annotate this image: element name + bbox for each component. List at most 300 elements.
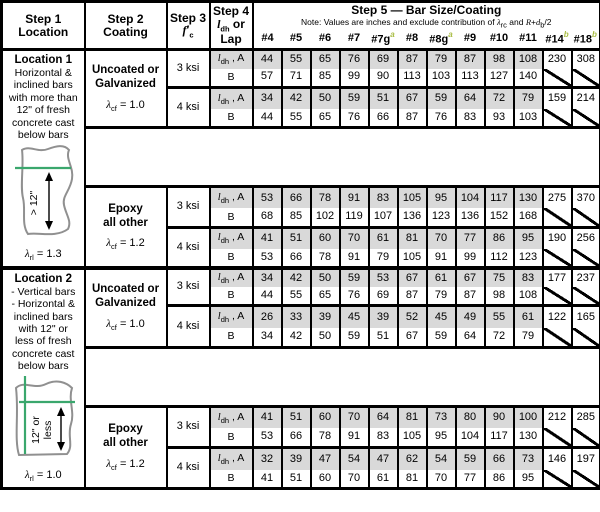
value-cell: 51 <box>369 88 398 109</box>
step2-coating-header <box>85 2 167 50</box>
value-cell: 76 <box>340 287 369 306</box>
value-cell: 70 <box>427 227 456 248</box>
value-cell: 67 <box>398 88 427 109</box>
value-cell: 60 <box>311 470 340 489</box>
location1-concrete-sketch <box>8 141 78 243</box>
value-cell: 165 <box>572 306 600 328</box>
value-cell: 59 <box>340 268 369 287</box>
value-cell <box>543 109 572 128</box>
row-label-a-text: , A <box>229 451 245 464</box>
footnote-marker: b <box>592 29 597 39</box>
value-cell: 54 <box>427 447 456 469</box>
value-cell: 51 <box>282 470 311 489</box>
value-cell: 168 <box>514 208 543 227</box>
location2-concrete-sketch <box>6 373 80 465</box>
bar-size-label: #7g <box>371 33 391 46</box>
footnote-marker: a <box>390 29 395 39</box>
note-and: and <box>506 16 526 27</box>
location-description-line: Horizontal & <box>14 67 72 80</box>
value-cell: 66 <box>282 187 311 208</box>
value-cell: 75 <box>485 268 514 287</box>
lambda-subscript: rl <box>29 253 34 263</box>
value-cell: 87 <box>398 287 427 306</box>
value-cell: 107 <box>369 208 398 227</box>
value-cell: 53 <box>253 428 282 447</box>
value-cell <box>572 249 600 268</box>
bar-size-column-header <box>572 30 600 50</box>
fc-cell: 3 ksi <box>167 268 210 306</box>
step3-line1: Step 3 <box>169 10 206 25</box>
footnote-marker: b <box>563 29 569 39</box>
value-cell: 66 <box>485 447 514 469</box>
value-cell: 93 <box>485 109 514 128</box>
factor-value: = 1.0 <box>33 469 62 482</box>
step5-header <box>253 2 600 30</box>
bar-size-label: #14 <box>545 33 564 46</box>
value-cell: 117 <box>485 428 514 447</box>
value-cell: 42 <box>282 268 311 287</box>
value-cell: 41 <box>253 227 282 248</box>
value-cell: 67 <box>456 268 485 287</box>
value-cell <box>572 109 600 128</box>
value-cell: 59 <box>427 328 456 347</box>
row-label-ldh-a <box>210 406 253 428</box>
value-cell: 51 <box>282 406 311 428</box>
value-cell: 70 <box>340 470 369 489</box>
value-cell <box>543 69 572 88</box>
dimension-label-line1: 12" or <box>30 415 43 444</box>
value-cell: 45 <box>427 306 456 328</box>
coating-line: Epoxy <box>108 423 143 436</box>
ldh-sub: dh <box>220 456 230 466</box>
value-cell: 81 <box>398 406 427 428</box>
value-cell: 79 <box>427 287 456 306</box>
ldh-sub: dh <box>220 276 230 286</box>
lambda-symbol: λ <box>106 318 112 331</box>
ldh-l: l <box>217 271 221 283</box>
fc-symbol <box>168 24 209 39</box>
fc-cell: 4 ksi <box>167 447 210 488</box>
value-cell: 54 <box>340 447 369 469</box>
row-label-b: B <box>210 249 253 268</box>
value-cell: 256 <box>572 227 600 248</box>
value-cell: 95 <box>514 470 543 489</box>
value-cell: 70 <box>340 227 369 248</box>
value-cell <box>543 249 572 268</box>
value-cell: 49 <box>456 306 485 328</box>
value-cell: 85 <box>311 69 340 88</box>
row-label-a-text: , A <box>229 270 245 283</box>
location-factor-value <box>24 247 62 263</box>
value-cell: 103 <box>514 109 543 128</box>
value-cell: 65 <box>311 287 340 306</box>
value-cell: 190 <box>543 227 572 248</box>
value-cell: 146 <box>543 447 572 469</box>
value-cell: 73 <box>514 447 543 469</box>
row-label-a-text: , A <box>229 310 245 323</box>
value-cell: 51 <box>369 328 398 347</box>
value-cell: 95 <box>427 187 456 208</box>
bar-size-label: #9 <box>463 31 477 44</box>
row-label-ldh-a <box>210 50 253 69</box>
row-label-b: B <box>210 208 253 227</box>
value-cell: 33 <box>282 306 311 328</box>
value-cell <box>572 470 600 489</box>
coating-factor-value <box>106 318 145 333</box>
bar-size-label: #4 <box>261 31 274 44</box>
value-cell: 123 <box>514 249 543 268</box>
value-cell: 91 <box>340 187 369 208</box>
value-cell: 69 <box>369 287 398 306</box>
value-cell: 122 <box>543 306 572 328</box>
value-cell: 45 <box>340 306 369 328</box>
value-cell: 34 <box>253 268 282 287</box>
lambda-symbol: λ <box>106 99 112 111</box>
fc-cell: 4 ksi <box>167 227 210 267</box>
value-cell: 83 <box>514 268 543 287</box>
value-cell: 67 <box>398 328 427 347</box>
coating-line: all other <box>103 216 148 229</box>
dimension-label: > 12" <box>28 191 41 216</box>
value-cell: 53 <box>253 187 282 208</box>
lambda-symbol: λ <box>24 469 30 482</box>
bar-size-column-header <box>427 30 456 50</box>
row-label-a-text: , A <box>229 91 245 104</box>
value-cell: 66 <box>369 109 398 128</box>
factor-value: = 1.0 <box>116 318 145 331</box>
value-cell <box>572 208 600 227</box>
location-description-line: concrete cast <box>12 116 75 129</box>
ldh-l: l <box>217 311 221 323</box>
fc-cell: 3 ksi <box>167 187 210 227</box>
coating-line: all other <box>103 436 148 449</box>
value-cell: 65 <box>311 50 340 69</box>
value-cell: 79 <box>427 50 456 69</box>
row-label-a-text: , A <box>229 231 245 244</box>
value-cell: 59 <box>427 88 456 109</box>
value-cell: 39 <box>369 306 398 328</box>
value-cell: 50 <box>311 88 340 109</box>
value-cell: 123 <box>427 208 456 227</box>
note-R: R <box>525 16 532 27</box>
value-cell: 90 <box>485 406 514 428</box>
value-cell: 79 <box>514 328 543 347</box>
value-cell: 80 <box>456 406 485 428</box>
ldh-l: l <box>217 191 221 203</box>
lambda-subscript: cf <box>111 242 117 252</box>
ldh-sub: dh <box>220 57 230 67</box>
value-cell: 275 <box>543 187 572 208</box>
row-label-ldh-a <box>210 447 253 469</box>
sketch-container <box>6 373 80 469</box>
value-cell: 159 <box>543 88 572 109</box>
bar-size-label: #5 <box>289 31 303 44</box>
ldh-sub: dh <box>220 96 230 106</box>
coating-line: Uncoated or <box>91 283 160 296</box>
step1-line2: Location <box>18 24 69 39</box>
value-cell: 98 <box>485 287 514 306</box>
value-cell: 197 <box>572 447 600 469</box>
value-cell: 61 <box>369 227 398 248</box>
coating-factor <box>86 100 166 113</box>
coating-line: Uncoated or <box>91 64 160 77</box>
bar-size-label: #8 <box>405 31 419 44</box>
coating-cell <box>85 187 167 268</box>
ldh-or: or <box>229 16 245 31</box>
location-cell <box>2 268 85 489</box>
value-cell: 66 <box>282 428 311 447</box>
coating-factor-value <box>106 99 145 114</box>
value-cell: 77 <box>456 227 485 248</box>
value-cell: 108 <box>514 287 543 306</box>
location-description-line: inclined bars <box>13 79 73 92</box>
location-description-line: below bars <box>17 128 69 141</box>
value-cell: 108 <box>514 50 543 69</box>
bar-size-label: #18 <box>573 33 592 46</box>
value-cell: 85 <box>282 208 311 227</box>
location-description-line: less of fresh <box>14 335 72 348</box>
value-cell: 136 <box>456 208 485 227</box>
value-cell: 59 <box>340 88 369 109</box>
lambda-subscript: cf <box>111 462 117 472</box>
lambda-subscript: cf <box>111 323 117 333</box>
value-cell: 86 <box>485 227 514 248</box>
location-cell-content <box>3 51 84 266</box>
value-cell: 91 <box>340 428 369 447</box>
location-factor <box>25 468 62 483</box>
value-cell: 95 <box>514 227 543 248</box>
location-description-line: with 12" or <box>18 323 68 336</box>
value-cell: 70 <box>340 406 369 428</box>
value-cell: 79 <box>514 88 543 109</box>
bar-size-column-header <box>369 30 398 50</box>
value-cell: 59 <box>456 447 485 469</box>
value-cell: 79 <box>369 249 398 268</box>
value-cell: 64 <box>456 88 485 109</box>
value-cell <box>572 69 600 88</box>
value-cell: 32 <box>253 447 282 469</box>
value-cell: 73 <box>427 406 456 428</box>
value-cell: 69 <box>369 50 398 69</box>
value-cell: 57 <box>253 69 282 88</box>
step5-note <box>254 18 600 30</box>
fc-cell: 3 ksi <box>167 50 210 88</box>
value-cell: 67 <box>398 268 427 287</box>
location-title: Location 1 <box>14 54 72 66</box>
value-cell: 87 <box>456 50 485 69</box>
value-cell: 113 <box>456 69 485 88</box>
coating-cell <box>85 50 167 128</box>
bar-size-label: #7 <box>347 31 361 44</box>
value-cell: 52 <box>398 306 427 328</box>
value-cell: 308 <box>572 50 600 69</box>
bar-size-column-header <box>514 30 543 50</box>
row-label-b: B <box>210 428 253 447</box>
step1-line1: Step 1 <box>25 11 62 26</box>
row-label-ldh-a <box>210 268 253 287</box>
location-cell-content <box>3 270 84 487</box>
location-description-line: - Horizontal & <box>11 298 76 311</box>
value-cell: 59 <box>340 328 369 347</box>
value-cell: 60 <box>311 406 340 428</box>
value-cell: 78 <box>311 428 340 447</box>
value-cell: 55 <box>282 109 311 128</box>
value-cell: 42 <box>282 328 311 347</box>
coating-cell <box>85 406 167 489</box>
bar-size-column-header <box>456 30 485 50</box>
value-cell <box>543 208 572 227</box>
value-cell: 104 <box>456 428 485 447</box>
value-cell: 44 <box>253 287 282 306</box>
value-cell: 71 <box>282 69 311 88</box>
value-cell: 117 <box>485 187 514 208</box>
footnote-marker: a <box>448 29 453 39</box>
value-cell: 50 <box>311 328 340 347</box>
value-cell: 91 <box>427 249 456 268</box>
value-cell: 53 <box>253 249 282 268</box>
value-cell: 152 <box>485 208 514 227</box>
lambda-symbol: λ <box>24 247 30 260</box>
row-label-ldh-a <box>210 187 253 208</box>
value-cell: 99 <box>340 69 369 88</box>
value-cell <box>572 287 600 306</box>
value-cell: 130 <box>514 428 543 447</box>
ldh-l: l <box>217 92 221 104</box>
value-cell: 130 <box>514 187 543 208</box>
fc-cell: 4 ksi <box>167 88 210 128</box>
value-cell: 100 <box>514 406 543 428</box>
coating-factor <box>86 459 166 472</box>
value-cell: 87 <box>456 287 485 306</box>
bar-size-column-header <box>253 30 282 50</box>
spacer-cell <box>85 347 600 406</box>
value-cell: 39 <box>311 306 340 328</box>
note-prefix: Note: Values are inches and exclude contribution of <box>301 16 497 27</box>
note-d-sub: b <box>540 20 545 30</box>
value-cell: 140 <box>514 69 543 88</box>
value-cell: 42 <box>282 88 311 109</box>
bar-size-label: #6 <box>318 31 332 44</box>
value-cell <box>543 428 572 447</box>
fc-cell: 4 ksi <box>167 306 210 347</box>
fc-cell: 3 ksi <box>167 406 210 447</box>
bar-size-label: #10 <box>489 31 509 44</box>
step4-line1: Step 4 <box>212 4 249 19</box>
value-cell: 55 <box>485 306 514 328</box>
value-cell: 39 <box>282 447 311 469</box>
row-label-b: B <box>210 328 253 347</box>
value-cell: 47 <box>311 447 340 469</box>
row-label-b: B <box>210 109 253 128</box>
value-cell: 47 <box>369 447 398 469</box>
lambda-subscript: rl <box>29 474 34 484</box>
dimension-label-line2: less <box>42 420 55 439</box>
value-cell: 87 <box>398 109 427 128</box>
ldh-sub: dh <box>220 196 230 206</box>
value-cell: 103 <box>427 69 456 88</box>
ldh-sub: dh <box>220 315 230 325</box>
ldh-l: l <box>217 53 221 65</box>
concrete-outline <box>22 146 72 234</box>
value-cell: 90 <box>369 69 398 88</box>
value-cell: 113 <box>398 69 427 88</box>
value-cell: 370 <box>572 187 600 208</box>
location-factor <box>25 247 62 262</box>
note-lambda: λ <box>496 16 501 27</box>
value-cell: 61 <box>369 470 398 489</box>
note-lambda-sub: rc <box>500 20 507 30</box>
ldh-sub: dh <box>220 24 230 34</box>
value-cell: 78 <box>311 249 340 268</box>
step1-location-header <box>2 2 85 50</box>
value-cell: 41 <box>253 470 282 489</box>
value-cell: 76 <box>340 50 369 69</box>
ldh-sub: dh <box>220 415 230 425</box>
location-description-line: - Vertical bars <box>11 285 76 298</box>
step4-lap: Lap <box>220 32 242 47</box>
value-cell: 64 <box>456 328 485 347</box>
ldh-l: l <box>217 16 221 31</box>
bar-size-label: #11 <box>519 31 537 44</box>
row-label-b: B <box>210 287 253 306</box>
value-cell: 55 <box>282 287 311 306</box>
bar-size-column-header <box>340 30 369 50</box>
value-cell: 61 <box>427 268 456 287</box>
spacer-cell <box>85 128 600 187</box>
value-cell: 61 <box>514 306 543 328</box>
coating-factor-value <box>106 458 144 470</box>
coating-line: Galvanized <box>95 297 156 310</box>
value-cell: 127 <box>485 69 514 88</box>
value-cell: 98 <box>485 50 514 69</box>
lambda-symbol: λ <box>106 457 112 470</box>
value-cell: 53 <box>369 268 398 287</box>
value-cell: 119 <box>340 208 369 227</box>
value-cell <box>543 470 572 489</box>
value-cell: 212 <box>543 406 572 428</box>
location-description-line: with more than <box>8 91 78 104</box>
coating-factor <box>86 319 166 332</box>
bar-size-label: #8g <box>429 33 449 46</box>
bar-size-column-header <box>485 30 514 50</box>
value-cell: 83 <box>369 187 398 208</box>
row-label-a-text: , A <box>229 190 245 203</box>
row-label-a-text: , A <box>229 410 245 423</box>
coating-factor <box>86 238 166 251</box>
row-label-a-text: , A <box>229 52 245 65</box>
value-cell: 41 <box>253 406 282 428</box>
value-cell: 62 <box>398 447 427 469</box>
value-cell: 50 <box>311 268 340 287</box>
coating-line: Epoxy <box>108 202 143 215</box>
sketch-container <box>8 141 78 247</box>
ldh-l: l <box>217 232 221 244</box>
ldh-l: l <box>217 452 221 464</box>
ldh-l: l <box>217 411 221 423</box>
value-cell: 105 <box>398 249 427 268</box>
ldh-sub: dh <box>220 236 230 246</box>
value-cell <box>572 428 600 447</box>
value-cell: 136 <box>398 208 427 227</box>
value-cell: 87 <box>398 50 427 69</box>
lambda-subscript: cf <box>111 104 117 114</box>
value-cell: 112 <box>485 249 514 268</box>
value-cell: 237 <box>572 268 600 287</box>
step4-ldh-header <box>210 2 253 50</box>
factor-value: = 1.2 <box>116 457 145 470</box>
value-cell: 83 <box>369 428 398 447</box>
value-cell: 214 <box>572 88 600 109</box>
